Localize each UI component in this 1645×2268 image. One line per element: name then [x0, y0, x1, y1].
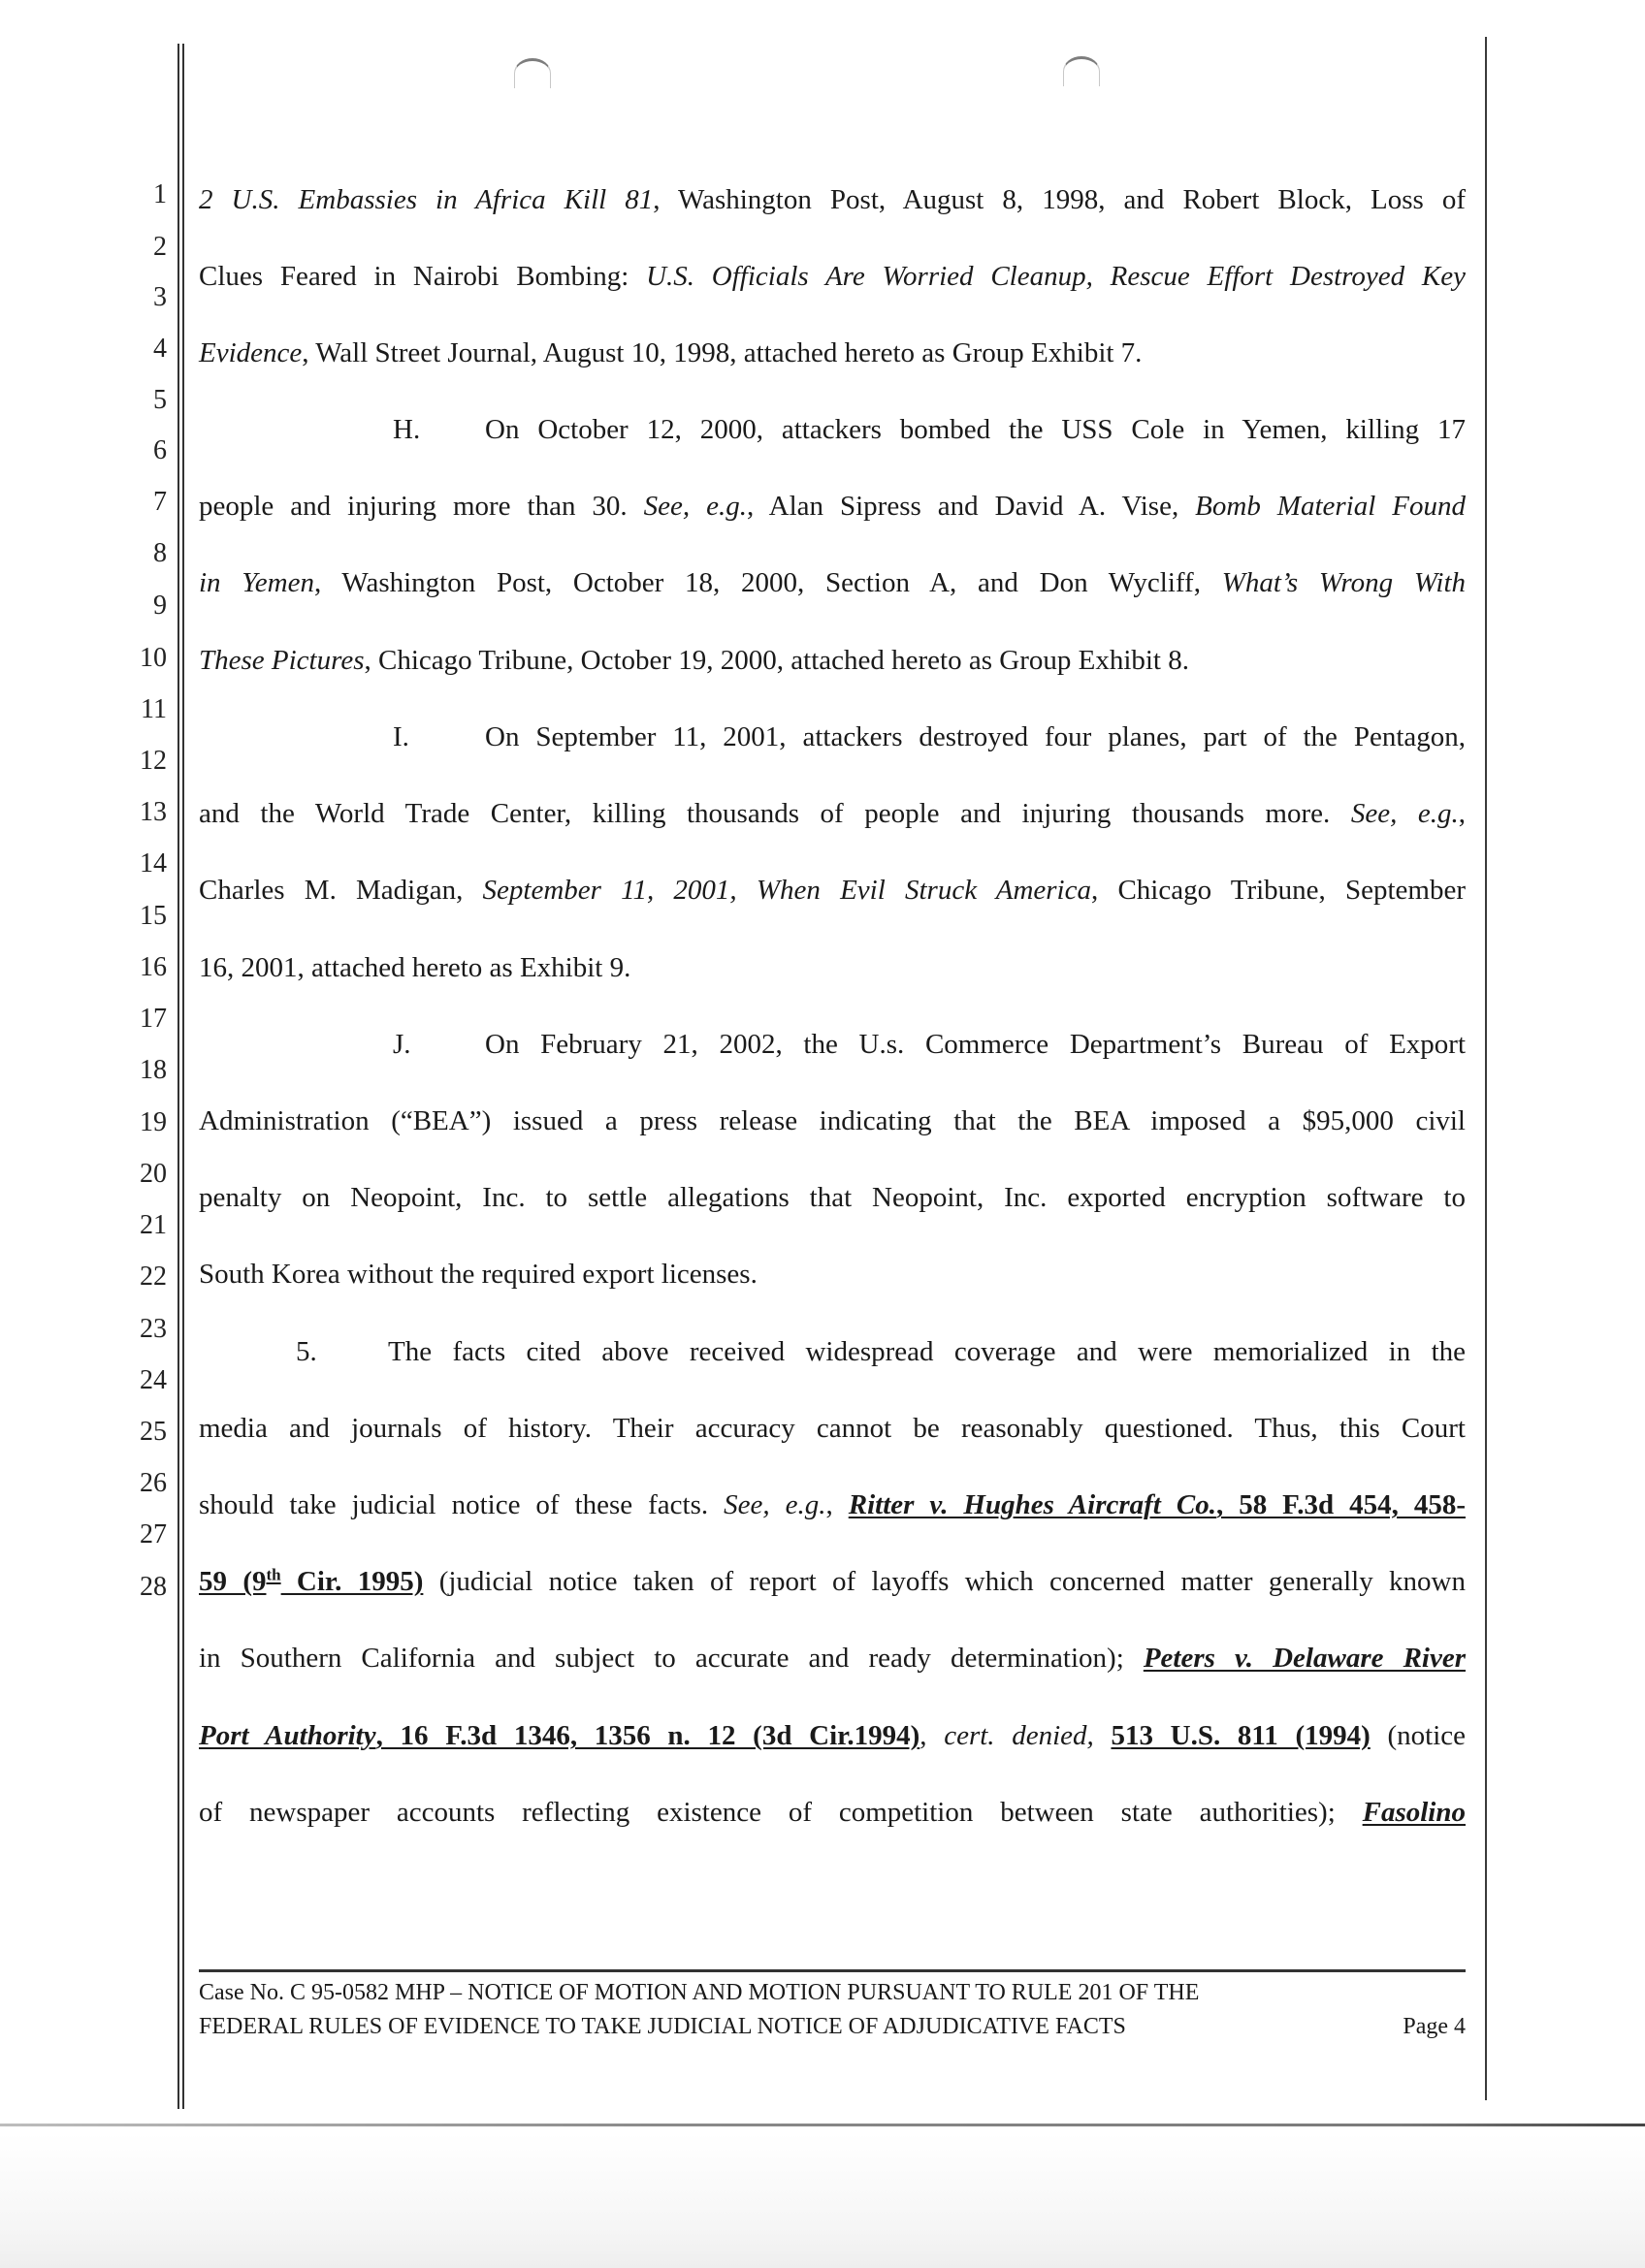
text-run: 16, 2001, attached hereto as Exhibit 9. — [199, 952, 631, 983]
case-citation: th — [266, 1565, 281, 1584]
case-citation: Cir. 1995) — [280, 1566, 424, 1597]
line-number: 6 — [153, 435, 167, 465]
text-run: , Alan Sipress and David A. Vise, — [747, 491, 1196, 522]
paragraph-label: 5. — [296, 1336, 317, 1367]
line-number: 3 — [153, 282, 167, 312]
footer-caption-line-2 — [199, 2013, 1466, 2040]
line-number: 7 — [153, 487, 167, 517]
text-line — [199, 259, 1466, 294]
case-citation: , 58 F.3d 454, 458- — [1215, 1489, 1466, 1520]
line-number: 2 — [153, 232, 167, 262]
text-line — [199, 565, 1466, 600]
line-number: 17 — [140, 1004, 167, 1034]
line-number: 21 — [140, 1210, 167, 1240]
italic-title: These Pictures — [199, 645, 365, 676]
text-line — [199, 1411, 1466, 1446]
text-run: (notice — [1370, 1720, 1467, 1751]
footer-rule — [199, 1969, 1466, 1972]
italic-title: See, e.g. — [643, 491, 748, 522]
line-number: 24 — [140, 1365, 167, 1395]
paragraph-label: J. — [393, 1029, 411, 1060]
text-run: The facts cited above received widespread coverage and were memorialized in the — [388, 1336, 1466, 1367]
line-number: 16 — [140, 952, 167, 982]
text-line — [199, 796, 1466, 831]
italic-title: cert. denied, — [944, 1720, 1094, 1751]
case-citation: Fasolino — [1362, 1797, 1466, 1828]
italic-title: Bomb Material Found — [1195, 491, 1466, 522]
text-line — [199, 335, 1466, 370]
line-number: 23 — [140, 1314, 167, 1344]
line-number: 18 — [140, 1055, 167, 1085]
italic-title: See, e.g. — [724, 1489, 826, 1520]
case-citation: 513 U.S. 811 (1994) — [1111, 1720, 1371, 1751]
text-line — [199, 950, 1466, 985]
punch-hole-mark — [1063, 56, 1100, 86]
right-margin-rule — [1485, 37, 1487, 2100]
italic-title: U.S. Officials Are Worried Cleanup, Rescue Effort Destroyed Key — [646, 261, 1466, 292]
line-number: 8 — [153, 538, 167, 568]
text-run: On October 12, 2000, attackers bombed the USS Cole in Yemen, killing 17 — [485, 414, 1466, 445]
text-run: On February 21, 2002, the U.s. Commerce Department’s Bureau of Export — [485, 1029, 1466, 1060]
line-number: 25 — [140, 1417, 167, 1447]
line-number: 9 — [153, 591, 167, 621]
text-run: Clues Feared in Nairobi Bombing: — [199, 261, 647, 292]
italic-title: Evidence — [199, 337, 303, 368]
text-line — [199, 182, 1466, 217]
italic-title: in Yemen — [199, 567, 314, 598]
text-line — [199, 1795, 1466, 1830]
page-number: Page 4 — [1403, 2014, 1466, 2039]
text-run: , Washington Post, August 8, 1998, and Robert Block, Loss of — [653, 184, 1467, 215]
case-citation: 59 (9 — [199, 1566, 267, 1597]
text-line — [199, 1487, 1466, 1522]
line-number: 12 — [140, 746, 167, 776]
text-line — [199, 1334, 1466, 1369]
text-run: media and journals of history. Their accuracy cannot be reasonably questioned. Thus, this Court — [199, 1413, 1466, 1444]
text-run: , Chicago Tribune, October 19, 2000, attached hereto as Group Exhibit 8. — [364, 645, 1189, 676]
text-run: should take judicial notice of these facts. — [199, 1489, 725, 1520]
text-run: (judicial notice taken of report of layoffs which concerned matter generally known — [423, 1566, 1466, 1597]
line-number: 27 — [140, 1519, 167, 1549]
line-number: 4 — [153, 334, 167, 364]
line-number: 28 — [140, 1572, 167, 1602]
line-number: 10 — [140, 643, 167, 673]
text-line — [199, 1103, 1466, 1138]
case-citation: Ritter v. Hughes Aircraft Co. — [848, 1489, 1216, 1520]
text-run: in Southern California and subject to accurate and ready determination); — [199, 1643, 1144, 1674]
paragraph-label: H. — [393, 414, 421, 445]
left-margin-rule — [177, 44, 179, 2109]
line-number: 15 — [140, 901, 167, 931]
punch-hole-mark — [514, 58, 551, 88]
line-number: 14 — [140, 848, 167, 878]
text-line — [199, 489, 1466, 524]
footer-caption-line-1: Case No. C 95-0582 MHP – NOTICE OF MOTION AND MOTION PURSUANT TO RULE 201 OF THE — [199, 1980, 1200, 2005]
text-run: Charles M. Madigan, — [199, 875, 483, 906]
text-line — [199, 412, 1466, 447]
line-number: 11 — [141, 694, 167, 724]
text-run: , — [919, 1720, 945, 1751]
text-line — [199, 873, 1466, 908]
text-run: South Korea without the required export licenses. — [199, 1259, 758, 1290]
text-run: Administration (“BEA”) issued a press release indicating that the BEA imposed a $95,000 civil — [199, 1105, 1466, 1136]
case-citation: , 16 F.3d 1346, 1356 n. 12 (3d Cir.1994) — [375, 1720, 920, 1751]
line-number: 5 — [153, 385, 167, 415]
line-number: 19 — [140, 1107, 167, 1137]
text-run: and the World Trade Center, killing thousands of people and injuring thousands more. — [199, 798, 1351, 829]
scan-background-shade — [0, 2133, 1645, 2268]
text-run — [1094, 1720, 1112, 1751]
text-line — [199, 719, 1466, 754]
text-run: On September 11, 2001, attackers destroyed four planes, part of the Pentagon, — [485, 721, 1466, 752]
italic-title: 2 U.S. Embassies in Africa Kill 81 — [199, 184, 654, 215]
text-run: of newspaper accounts reflecting existence of competition between state authorities); — [199, 1797, 1363, 1828]
italic-title: September 11, 2001, When Evil Struck America — [482, 875, 1091, 906]
text-line — [199, 1718, 1466, 1753]
line-number: 13 — [140, 797, 167, 827]
text-run: , — [825, 1489, 849, 1520]
text-run: , Chicago Tribune, September — [1091, 875, 1466, 906]
case-citation: Port Authority — [199, 1720, 376, 1751]
text-run: , — [1458, 798, 1466, 829]
footer-caption-text: FEDERAL RULES OF EVIDENCE TO TAKE JUDICIAL NOTICE OF ADJUDICATIVE FACTS — [199, 2014, 1126, 2039]
text-line — [199, 643, 1466, 678]
line-number: 1 — [153, 179, 167, 209]
line-number: 26 — [140, 1468, 167, 1498]
line-number: 22 — [140, 1262, 167, 1292]
paragraph-label: I. — [393, 721, 409, 752]
case-citation: Peters v. Delaware River — [1143, 1643, 1466, 1674]
line-number: 20 — [140, 1159, 167, 1189]
text-run: people and injuring more than 30. — [199, 491, 644, 522]
text-run: penalty on Neopoint, Inc. to settle allegations that Neopoint, Inc. exported encryption software to — [199, 1182, 1466, 1213]
text-line — [199, 1027, 1466, 1062]
text-line — [199, 1641, 1466, 1676]
text-line — [199, 1257, 1466, 1292]
italic-title: What’s Wrong With — [1221, 567, 1467, 598]
text-run: , Wall Street Journal, August 10, 1998, attached hereto as Group Exhibit 7. — [302, 337, 1143, 368]
italic-title: See, e.g. — [1350, 798, 1459, 829]
text-run: , Washington Post, October 18, 2000, Section A, and Don Wycliff, — [313, 567, 1222, 598]
scan-edge-line — [0, 2124, 1645, 2126]
text-line — [199, 1564, 1466, 1599]
left-margin-rule — [182, 44, 184, 2109]
text-line — [199, 1180, 1466, 1215]
